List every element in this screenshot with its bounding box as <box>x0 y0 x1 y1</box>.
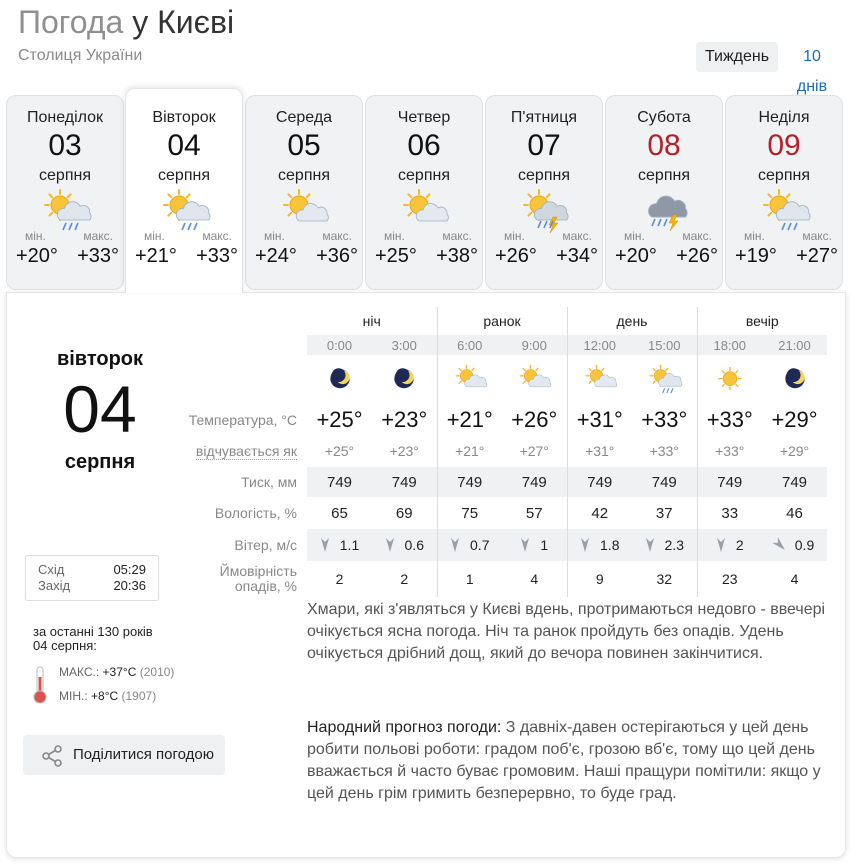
history-min <box>59 689 156 703</box>
max-temp: +33° <box>77 245 119 267</box>
sun-cloud-icon <box>580 363 620 397</box>
pressure-value: 749 <box>651 473 677 491</box>
feel-value: +23° <box>389 443 419 459</box>
wind-cell <box>762 529 827 561</box>
min-label: мін. <box>624 229 645 243</box>
precip-cell <box>762 561 827 597</box>
icons-cell <box>567 355 632 405</box>
day-number: 04 <box>167 129 201 162</box>
precip-cell <box>567 561 632 597</box>
humidity-value: 33 <box>721 504 739 522</box>
day-weather-icon <box>275 187 333 235</box>
max-label: макс. <box>802 229 832 243</box>
hours-cell <box>372 335 437 355</box>
wind-cell <box>372 529 437 561</box>
wind-value: 1.1 <box>339 537 360 553</box>
pressure-value: 749 <box>326 473 353 491</box>
ten-days-link[interactable]: 10 днів <box>796 48 828 95</box>
humidity-value: 69 <box>395 504 413 522</box>
sunset-time: 20:36 <box>113 578 146 593</box>
history-max <box>59 665 174 679</box>
day-tab[interactable] <box>725 95 843 290</box>
temp-cell <box>762 405 827 435</box>
day-tabs <box>6 88 846 293</box>
feel-value: +21° <box>455 443 485 459</box>
day-name: Понеділок <box>26 109 104 126</box>
sun-icon <box>710 363 750 397</box>
wind-arrow-icon <box>645 537 655 553</box>
period-header: ніч <box>362 313 381 329</box>
humidity-value: 75 <box>461 504 479 522</box>
min-label: мін. <box>264 229 285 243</box>
history-min-year: (1907) <box>121 689 157 703</box>
wind-value: 0.7 <box>470 537 490 553</box>
min-temp: +20° <box>615 245 657 267</box>
precip-value: 4 <box>790 571 799 587</box>
max-label: макс. <box>83 229 113 243</box>
humidity-cell <box>567 497 632 529</box>
wind-cell <box>502 529 567 561</box>
hours-value: 21:00 <box>778 337 811 353</box>
max-label: макс. <box>442 229 472 243</box>
hours-cell <box>697 335 762 355</box>
day-name: Вівторок <box>152 109 216 126</box>
wind-arrow-icon <box>520 537 530 553</box>
precip-value: 1 <box>465 571 474 587</box>
humidity-cell <box>372 497 437 529</box>
hours-cell <box>307 335 372 355</box>
sun-cloud-icon <box>395 187 453 235</box>
wind-cell <box>437 529 502 561</box>
feel-label[interactable]: відчувається як <box>195 443 297 459</box>
humidity-cell <box>632 497 697 529</box>
min-label: мін. <box>25 229 46 243</box>
pressure-cell <box>372 467 437 497</box>
day-month: серпня <box>39 167 91 184</box>
hours-value: 15:00 <box>647 337 681 353</box>
feel-value: +29° <box>779 443 810 459</box>
temp-value: +26° <box>511 407 558 432</box>
feel-value: +33° <box>715 443 745 459</box>
feel-value: +27° <box>519 443 549 459</box>
temp-value: +31° <box>576 407 623 432</box>
history-max-label: МАКС.: <box>59 665 100 679</box>
day-month: серпня <box>278 167 330 184</box>
humidity-cell <box>437 497 502 529</box>
wind-value: 0.9 <box>794 537 815 553</box>
temp-cell <box>697 405 762 435</box>
precip-cell <box>502 561 567 597</box>
detail-day-number: 04 <box>63 372 137 446</box>
max-temp: +36° <box>316 245 358 267</box>
precip-value: 4 <box>530 571 539 587</box>
page-title <box>18 4 234 41</box>
day-name: Середа <box>275 109 333 126</box>
cloud-storm-icon <box>635 187 693 235</box>
feel-cell <box>372 435 437 467</box>
pressure-value: 749 <box>457 473 483 491</box>
day-month: серпня <box>758 167 810 184</box>
min-temp: +24° <box>255 245 297 267</box>
sun-cloud-icon <box>514 363 554 397</box>
precip-value: 23 <box>721 571 738 587</box>
max-label: макс. <box>682 229 712 243</box>
temp-value: +25° <box>316 407 363 432</box>
wind-value: 2 <box>735 537 744 553</box>
day-weather-icon <box>395 187 453 235</box>
pressure-cell <box>697 467 762 497</box>
wind-arrow-icon <box>716 537 726 553</box>
wind-arrow-icon <box>580 537 590 553</box>
sun-cloud-rain-icon <box>755 187 813 235</box>
humidity-value: 46 <box>786 504 803 522</box>
pressure-label: Тиск, мм <box>187 467 307 497</box>
wind-label: Вітер, м/с <box>187 529 307 561</box>
precip-cell <box>307 561 372 597</box>
day-detail-panel <box>6 292 846 858</box>
day-tab[interactable] <box>6 95 124 290</box>
wind-cell <box>307 529 372 561</box>
hours-cell <box>502 335 567 355</box>
hours-value: 6:00 <box>457 337 483 353</box>
day-tab[interactable] <box>365 95 483 290</box>
title-prefix: Погода <box>18 4 124 40</box>
precip-value: 32 <box>656 571 673 587</box>
humidity-cell <box>697 497 762 529</box>
min-temp: +21° <box>135 245 177 267</box>
min-label: мін. <box>744 229 765 243</box>
precip-label-2: опадів, % <box>234 578 297 594</box>
moon-icon <box>384 363 424 397</box>
humidity-cell <box>762 497 827 529</box>
precip-cell <box>632 561 697 597</box>
day-weather-icon <box>515 187 573 235</box>
week-view-button[interactable]: Тиждень <box>696 42 778 72</box>
moon-icon <box>775 363 815 397</box>
day-weather-icon <box>36 187 94 235</box>
max-label: макс. <box>202 229 232 243</box>
humidity-value: 37 <box>655 504 673 522</box>
pressure-value: 749 <box>391 473 417 491</box>
history-caption <box>33 625 153 653</box>
hours-cell <box>567 335 632 355</box>
min-label: мін. <box>504 229 525 243</box>
humidity-value: 65 <box>331 504 348 522</box>
icons-cell <box>307 355 372 405</box>
icons-cell <box>437 355 502 405</box>
temp-value: +33° <box>706 407 753 432</box>
precip-label-1: Ймовірність <box>219 563 297 579</box>
wind-arrow-icon <box>771 536 789 554</box>
day-number: 09 <box>767 129 801 162</box>
precip-cell <box>697 561 762 597</box>
day-weather-icon <box>155 187 213 235</box>
day-name: П'ятниця <box>510 109 578 126</box>
humidity-label: Вологість, % <box>214 505 297 521</box>
hours-value: 12:00 <box>583 337 617 353</box>
history-max-value: +37°C <box>102 665 137 679</box>
hours-value: 18:00 <box>713 337 747 353</box>
wind-value: 0.6 <box>404 537 424 553</box>
day-number: 08 <box>647 129 681 162</box>
history-min-value: +8°C <box>91 689 119 703</box>
day-number: 07 <box>527 129 561 162</box>
title-city: у Києві <box>132 4 235 40</box>
precip-value: 9 <box>595 571 604 587</box>
moon-icon <box>320 363 360 397</box>
sunrise-label: Схід <box>38 562 65 577</box>
day-tab[interactable] <box>125 88 243 293</box>
sun-cloud-icon <box>450 363 490 397</box>
day-name: Четвер <box>397 109 451 126</box>
detail-month: серпня <box>64 451 136 473</box>
pressure-cell <box>437 467 502 497</box>
period-header: вечір <box>697 307 827 335</box>
sunset-label: Захід <box>38 578 71 593</box>
wind-value: 1.8 <box>600 537 620 553</box>
sun-cloud-icon <box>275 187 333 235</box>
pressure-value: 749 <box>587 473 613 491</box>
humidity-cell <box>307 497 372 529</box>
pressure-cell <box>502 467 567 497</box>
max-temp: +26° <box>676 245 718 267</box>
precip-value: 2 <box>400 571 409 587</box>
precip-cell <box>437 561 502 597</box>
day-number: 06 <box>407 129 441 162</box>
hours-cell <box>762 335 827 355</box>
sun-cloud-storm-icon <box>515 187 573 235</box>
temp-cell <box>502 405 567 435</box>
day-number: 03 <box>48 129 82 162</box>
day-weather-icon <box>755 187 813 235</box>
icons-cell <box>762 355 827 405</box>
icons-cell <box>632 355 697 405</box>
day-number: 05 <box>287 129 321 162</box>
detail-weekday: вівторок <box>56 348 144 370</box>
min-temp: +25° <box>375 245 417 267</box>
page-subtitle: Столиця України <box>18 47 143 64</box>
wind-arrow-icon <box>385 537 395 553</box>
period-header: ранок <box>437 307 567 335</box>
icons-cell <box>372 355 437 405</box>
temp-value: +23° <box>381 407 428 432</box>
pressure-cell <box>632 467 697 497</box>
folk-forecast-heading: Народний прогноз погоди: <box>307 719 502 736</box>
day-tab[interactable] <box>485 95 603 290</box>
history-line-1: за останні 130 років <box>33 624 153 639</box>
sun-cloud-rain-icon <box>644 363 684 397</box>
hours-value: 9:00 <box>521 337 547 353</box>
day-month: серпня <box>158 167 210 184</box>
feel-cell <box>567 435 632 467</box>
pressure-cell <box>307 467 372 497</box>
temp-cell <box>372 405 437 435</box>
pressure-cell <box>567 467 632 497</box>
icons-cell <box>502 355 567 405</box>
folk-forecast <box>307 717 827 805</box>
feel-value: +33° <box>649 443 679 459</box>
history-min-label: МІН.: <box>59 689 88 703</box>
hours-value: 0:00 <box>326 337 353 353</box>
humidity-cell <box>502 497 567 529</box>
share-label: Поділитися погодою <box>73 746 215 763</box>
feel-cell <box>437 435 502 467</box>
sun-times <box>25 555 159 601</box>
day-name: Неділя <box>758 109 810 126</box>
max-temp: +38° <box>436 245 478 267</box>
day-tab[interactable] <box>245 95 363 290</box>
day-month: серпня <box>518 167 570 184</box>
pressure-cell <box>762 467 827 497</box>
min-label: мін. <box>144 229 165 243</box>
wind-cell <box>632 529 697 561</box>
day-month: серпня <box>398 167 450 184</box>
feel-cell <box>502 435 567 467</box>
pressure-value: 749 <box>521 473 547 491</box>
humidity-value: 42 <box>591 504 609 522</box>
day-weather-icon <box>635 187 693 235</box>
hourly-table <box>187 307 827 597</box>
max-temp: +34° <box>556 245 598 267</box>
temp-value: +33° <box>641 407 688 432</box>
precip-cell <box>372 561 437 597</box>
feel-cell <box>762 435 827 467</box>
max-temp: +33° <box>196 245 238 267</box>
period-header: день <box>567 307 697 335</box>
humidity-value: 57 <box>525 504 543 522</box>
max-label: макс. <box>322 229 352 243</box>
icons-cell <box>697 355 762 405</box>
temp-label: Температура, °C <box>188 412 297 428</box>
wind-arrow-icon <box>320 537 330 553</box>
feel-value: +31° <box>585 443 615 459</box>
temp-cell <box>437 405 502 435</box>
pressure-value: 749 <box>781 473 808 491</box>
share-weather-button[interactable] <box>23 735 225 775</box>
feel-cell <box>307 435 372 467</box>
sun-cloud-rain-icon <box>155 187 213 235</box>
precip-value: 2 <box>335 571 344 587</box>
folk-forecast-text: З давніх-давен остерігаються у цей день робити польові роботи: градом поб'є, грозою вб'є, тому що цей день вважається й часто буває громовим. Наші пращури помітили: якщо у цей день грім гримить безперервно, то буде град. <box>307 719 821 802</box>
sunrise-time: 05:29 <box>113 562 146 577</box>
wind-cell <box>567 529 632 561</box>
wind-arrow-icon <box>450 537 460 553</box>
hours-value: 3:00 <box>391 337 417 353</box>
temp-cell <box>307 405 372 435</box>
max-temp: +27° <box>796 245 838 267</box>
temp-cell <box>567 405 632 435</box>
pressure-value: 749 <box>717 473 743 491</box>
day-name: Субота <box>637 109 691 126</box>
sun-cloud-rain-icon <box>36 187 94 235</box>
temp-value: +29° <box>771 407 818 432</box>
feel-value: +25° <box>324 443 355 459</box>
thermometer-icon <box>31 665 49 705</box>
min-temp: +19° <box>735 245 777 267</box>
hours-cell <box>632 335 697 355</box>
min-temp: +20° <box>16 245 58 267</box>
temp-value: +21° <box>446 407 493 432</box>
min-temp: +26° <box>495 245 537 267</box>
day-tab[interactable] <box>605 95 723 290</box>
day-month: серпня <box>638 167 690 184</box>
history-line-2: 04 серпня: <box>33 638 97 653</box>
wind-value: 1 <box>540 537 549 553</box>
wind-value: 2.3 <box>664 537 684 553</box>
wind-cell <box>697 529 762 561</box>
hours-cell <box>437 335 502 355</box>
min-label: мін. <box>384 229 405 243</box>
temp-cell <box>632 405 697 435</box>
feel-cell <box>632 435 697 467</box>
history-max-year: (2010) <box>139 665 175 679</box>
max-label: макс. <box>562 229 592 243</box>
forecast-description: Хмари, які з'являться у Києві вдень, протримаються недовго - ввечері очікується ясна погода. Ніч та ранок пройдуть без опадів. Удень очікується дрібний дощ, який до вечора повинен закінчитися. <box>307 601 826 662</box>
feel-cell <box>697 435 762 467</box>
share-icon <box>41 745 63 767</box>
